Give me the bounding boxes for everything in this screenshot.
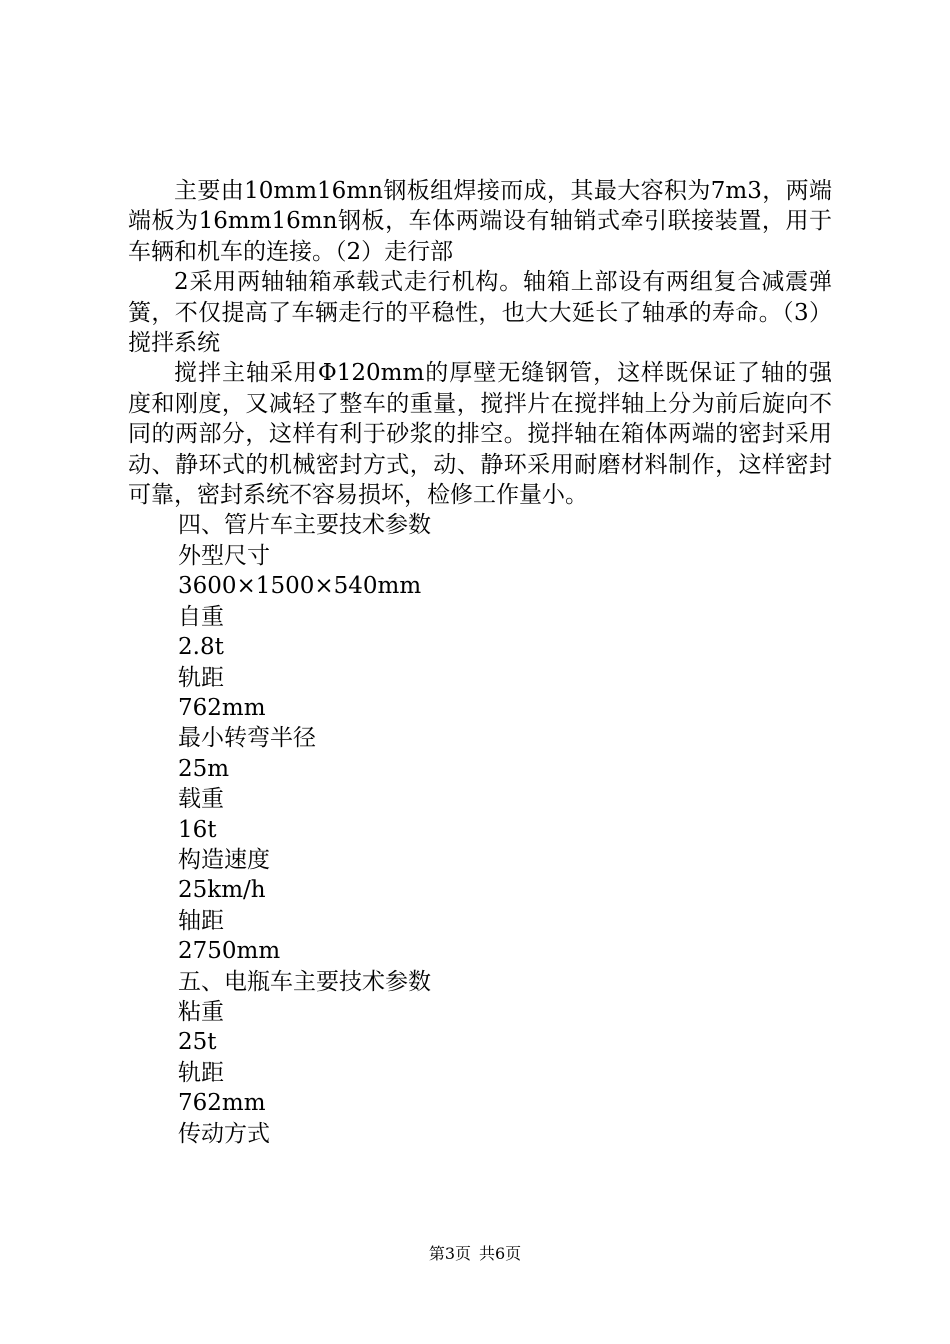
spec-value-min-turn-radius: 25m	[178, 755, 230, 782]
spec-label-self-weight: 自重	[178, 603, 224, 630]
paragraph-mixing-system: 搅拌主轴采用Φ120mm的厚壁无缝钢管，这样既保证了轴的强度和刚度，又减轻了整车的重量，搅拌片在搅拌轴上分为前后旋向不同的两部分，这样有利于砂浆的排空。搅拌轴在箱体两端的密封采用动、静环式的机械密封方式，动、静环采用耐磨材料制作，这样密封可靠，密封系统不容易损坏，检修工作量小。	[128, 360, 832, 509]
spec-value-wheelbase: 2750mm	[178, 938, 281, 965]
spec-label-track-gauge: 轨距	[178, 664, 224, 691]
paragraph-running-gear: 2采用两轴轴箱承载式走行机构。轴箱上部设有两组复合减震弹簧，不仅提高了车辆走行的平稳性，也大大延长了轴承的寿命。（3）搅拌系统	[128, 269, 832, 357]
spec-label-design-speed: 构造速度	[178, 846, 270, 873]
spec-value-design-speed: 25km/h	[178, 877, 266, 904]
spec-label-track-gauge-2: 轨距	[178, 1059, 224, 1086]
page-footer	[0, 1244, 950, 1264]
spec-value-adhesive-weight: 25t	[178, 1029, 217, 1056]
spec-label-min-turn-radius: 最小转弯半径	[178, 725, 316, 752]
spec-value-load: 16t	[178, 816, 217, 843]
paragraph-body-structure: 主要由10mm16mn钢板组焊接而成，其最大容积为7m3，两端端板为16mm16mn钢板，车体两端设有轴销式牵引联接装置，用于车辆和机车的连接。（2）走行部	[128, 178, 832, 265]
spec-value-dimensions: 3600×1500×540mm	[178, 573, 422, 600]
section-heading-segment-car: 四、管片车主要技术参数	[178, 512, 431, 539]
spec-value-self-weight: 2.8t	[178, 634, 224, 661]
page-number: 第3页	[428, 1244, 471, 1263]
page-total: 共6页	[479, 1244, 522, 1263]
document-body	[128, 176, 832, 1149]
spec-label-wheelbase: 轴距	[178, 907, 224, 934]
section-heading-battery-car: 五、电瓶车主要技术参数	[178, 968, 431, 995]
spec-label-load: 载重	[178, 786, 224, 813]
spec-value-track-gauge: 762mm	[178, 694, 266, 721]
spec-value-track-gauge-2: 762mm	[178, 1090, 266, 1117]
spec-label-transmission: 传动方式	[178, 1120, 270, 1147]
spec-label-dimensions: 外型尺寸	[178, 542, 270, 569]
spec-label-adhesive-weight: 粘重	[178, 998, 224, 1025]
